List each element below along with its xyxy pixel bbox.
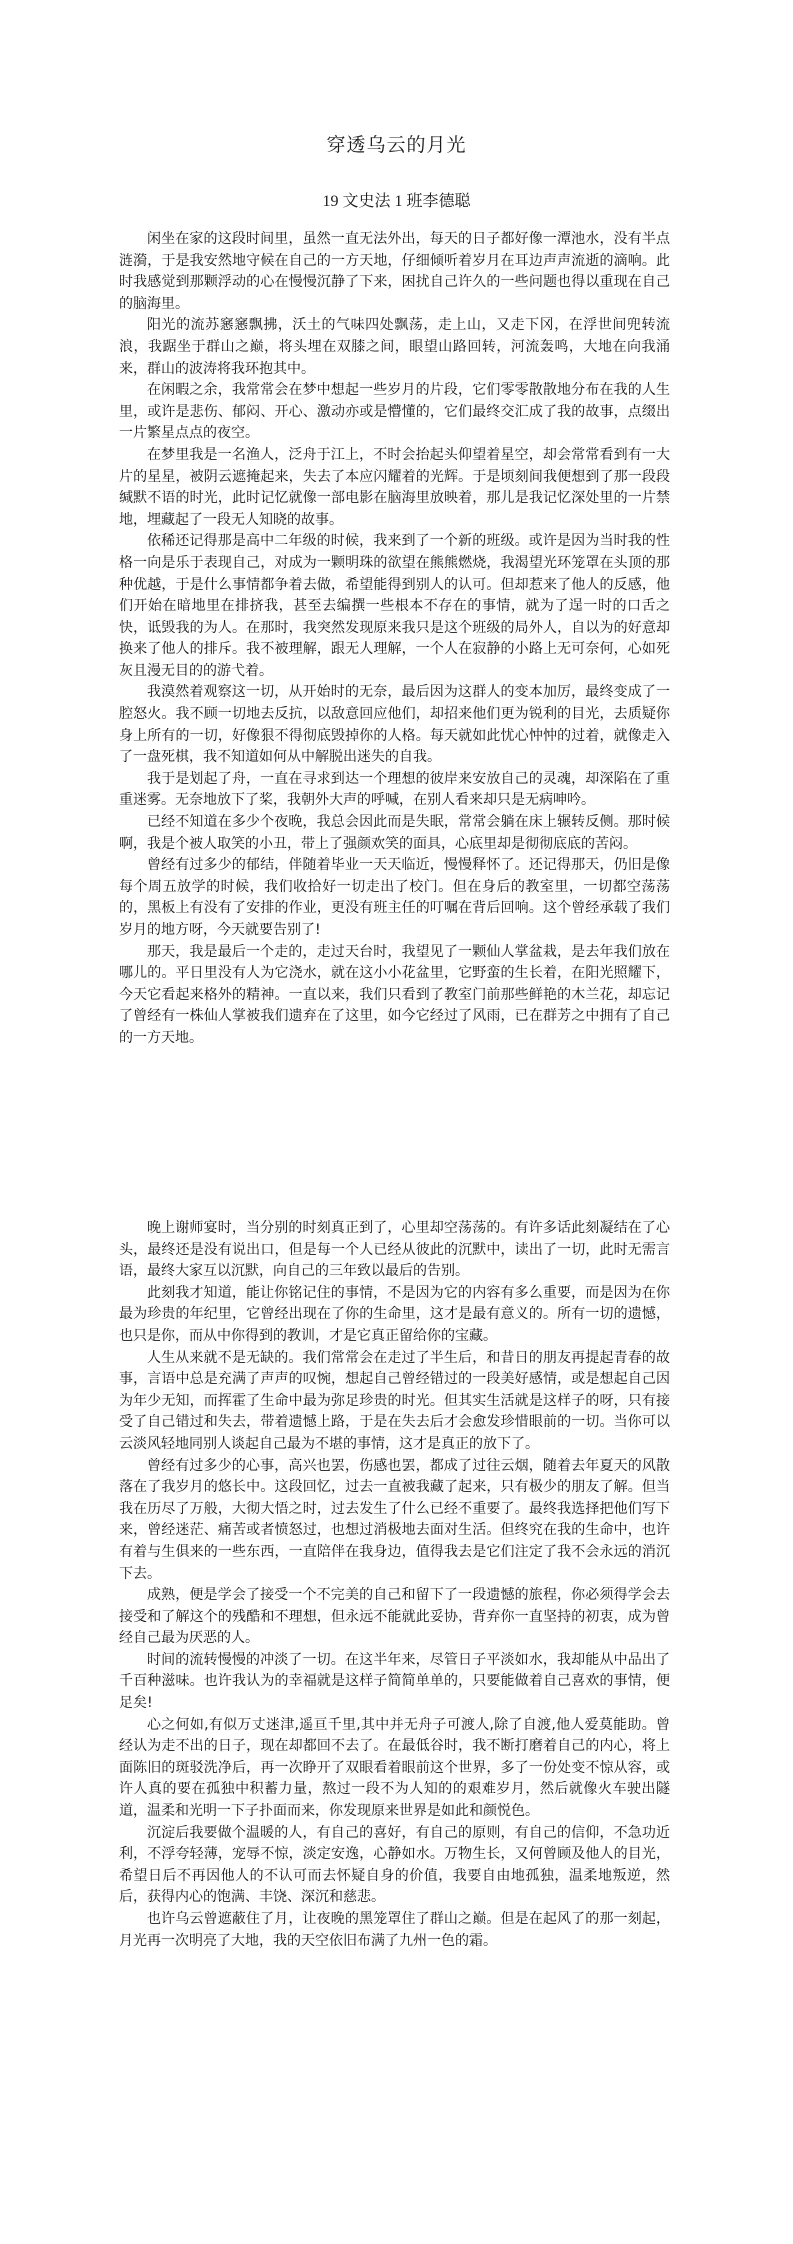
paragraph: 那天，我是最后一个走的，走过天台时，我望见了一颗仙人掌盆栽，是去年我们放在哪儿的。平日里没有人为它浇水，就在这小小花盆里，它野蛮的生长着，在阳光照耀下，今天它看起来格外的精神。一直以来，我们只看到了教室门前那些鲜艳的木兰花，却忘记了曾经有一株仙人掌被我们遗弃在了这里，如今它经过了风雨，已在群芳之中拥有了自己的一方天地。 [119, 943, 670, 1046]
paragraph: 在梦里我是一名渔人，泛舟于江上，不时会抬起头仰望着星空，却会常常看到有一大片的星星，被阴云遮掩起来，失去了本应闪耀着的光辉。于是顷刻间我便想到了那一段段缄默不语的时光，此时记忆就像一部电影在脑海里放映着，那儿是我记忆深处里的一片禁地，埋藏起了一段无人知晓的故事。 [119, 446, 670, 528]
paragraph: 我于是划起了舟，一直在寻求到达一个理想的彼岸来安放自己的灵魂，却深陷在了重重迷雾。无奈地放下了桨，我朝外大声的呼喊，在别人看来却只是无病呻吟。 [119, 770, 670, 809]
paragraph: 也许乌云曾遮蔽住了月，让夜晚的黑笼罩住了群山之巅。但是在起风了的那一刻起，月光再一次明亮了大地，我的天空依旧布满了九州一色的霜。 [119, 1911, 670, 1949]
page-1-body [119, 229, 670, 1050]
paragraph: 此刻我才知道，能让你铭记住的事情，不是因为它的内容有多么重要，而是因为在你最为珍贵的年纪里，它曾经出现在了你的生命里，这才是最有意义的。所有一切的遗憾，也只是你，而从中你得到的教训，才是它真正留给你的宝藏。 [119, 1284, 670, 1344]
paragraph: 沉淀后我要做个温暖的人，有自己的喜好，有自己的原则，有自己的信仰，不急功近利，不浮夸轻薄，宠辱不惊，淡定安逸，心静如水。万物生长，又何曾顾及他人的目光，希望日后不再因他人的不认可而去怀疑自身的价值，我要自由地孤独，温柔地叛逆，然后，获得内心的饱满、丰饶、深沉和慈悲。 [119, 1824, 670, 1906]
paragraph: 我漠然着观察这一切，从开始时的无奈，最后因为这群人的变本加厉，最终变成了一腔怒火。我不顾一切地去反抗，以敌意回应他们，却招来他们更为锐利的目光，去质疑你身上所有的一切，好像狠不得彻底毁掉你的人格。每天就如此忧心忡忡的过着，就像走入了一盘死棋，我不知道如何从中解脱出迷失的自我。 [119, 684, 670, 766]
paragraph: 在闲暇之余，我常常会在梦中想起一些岁月的片段，它们零零散散地分布在我的人生里，或许是悲伤、郁闷、开心、激动亦或是懵懂的，它们最终交汇成了我的故事，点缀出一片繁星点点的夜空。 [119, 382, 670, 442]
document-title: 穿透乌云的月光 [326, 134, 467, 156]
page-2-body [119, 1218, 670, 1952]
document-author: 19 文史法 1 班李德聪 [322, 193, 471, 210]
paragraph: 成熟，便是学会了接受一个不完美的自己和留下了一段遗憾的旅程，你必须得学会去接受和了解这个的残酷和不理想，但永远不能就此妥协，背弃你一直坚持的初衷，成为曾经自己最为厌恶的人。 [119, 1587, 670, 1647]
paragraph: 晚上谢师宴时，当分别的时刻真正到了，心里却空荡荡的。有许多话此刻凝结在了心头，最终还是没有说出口，但是每一个人已经从彼此的沉默中，读出了一切，此时无需言语，最终大家互以沉默，向自己的三年致以最后的告别。 [119, 1220, 670, 1280]
paragraph: 时间的流转慢慢的冲淡了一切。在这半年来，尽管日子平淡如水，我却能从中品出了千百种滋味。也许我认为的幸福就是这样子简简单单的，只要能做着自己喜欢的事情，便足矣! [119, 1651, 670, 1712]
paragraph: 心之何如,有似万丈迷津,遥亘千里,其中并无舟子可渡人,除了自渡,他人爱莫能助。曾经认为走不出的日子，现在却都回不去了。在最低谷时，我不断打磨着自己的内心，将上面陈旧的斑驳洗净后，再一次睁开了双眼看着眼前这个世界，多了一份处变不惊从容，或许人真的要在孤独中积蓄力量，熬过一段不为人知的的艰难岁月，然后就像火车驶出隧道，温柔和光明一下子扑面而来，你发现原来世界是如此和颜悦色。 [119, 1716, 670, 1820]
paragraph: 人生从来就不是无缺的。我们常常会在走过了半生后，和昔日的朋友再提起青春的故事，言语中总是充满了声声的叹惋，想起自己曾经错过的一段美好感情，或是想起自己因为年少无知，而挥霍了生命中最为弥足珍贵的时光。但其实生活就是这样子的呀，只有接受了自己错过和失去，带着遗憾上路，于是在失去后才会愈发珍惜眼前的一切。当你可以云淡风轻地同别人谈起自己最为不堪的事情，这才是真正的放下了。 [119, 1349, 670, 1452]
paragraph: 依稀还记得那是高中二年级的时候，我来到了一个新的班级。或许是因为当时我的性格一向是乐于表现自己，对成为一颗明珠的欲望在熊熊燃烧，我渴望光环笼罩在头顶的那种优越，于是什么事情都争着去做，希望能得到别人的认可。但却惹来了他人的反感，他们开始在暗地里在排挤我，甚至去编撰一些根本不存在的事情，就为了逞一时的口舌之快，诋毁我的为人。在那时，我突然发现原来我只是这个班级的局外人，自以为的好意却换来了他人的排斥。我不被理解，跟无人理解，一个人在寂静的小路上无可奈何，心如死灰且漫无目的的游弋着。 [119, 533, 670, 679]
paragraph: 曾经有过多少的心事，高兴也罢，伤感也罢，都成了过往云烟，随着去年夏天的风散落在了我岁月的悠长中。这段回忆，过去一直被我藏了起来，只有极少的朋友了解。但当我在历尽了万般，大彻大悟之时，过去发生了什么已经不重要了。最终我选择把他们写下来，曾经迷茫、痛苦或者愤怒过，也想过消极地去面对生活。但终究在我的生命中，也许有着与生俱来的一些东西，一直陪伴在我身边，值得我去是它们注定了我不会永远的消沉下去。 [119, 1457, 670, 1582]
paragraph: 曾经有过多少的郁结，伴随着毕业一天天临近，慢慢释怀了。还记得那天，仍旧是像每个周五放学的时候，我们收拾好一切走出了校门。但在身后的教室里，一切都空荡荡的，黑板上有没有了安排的作业，更没有班主任的叮嘱在背后回响。这个曾经承载了我们岁月的地方呀，今天就要告别了! [119, 857, 670, 938]
paragraph: 闲坐在家的这段时间里，虽然一直无法外出，每天的日子都好像一潭池水，没有半点涟漪，于是我安然地守候在自己的一方天地，仔细倾听着岁月在耳边声声流逝的滴响。此时我感觉到那颗浮动的心在慢慢沉静了下来，困扰自己许久的一些问题也得以重现在自己的脑海里。 [119, 231, 670, 312]
paragraph: 阳光的流苏窸窸飘拂，沃土的气味四处飘荡，走上山，又走下冈，在浮世间兜转流浪，我踞坐于群山之巅，将头埋在双膝之间，眼望山路回转，河流轰鸣，大地在向我涌来，群山的波涛将我环抱其中。 [119, 317, 670, 377]
paragraph: 已经不知道在多少个夜晚，我总会因此而是失眠，常常会躺在床上辗转反侧。那时候啊，我是个被人取笑的小丑，带上了强颜欢笑的面具，心底里却是彻彻底底的苦闷。 [119, 814, 670, 852]
